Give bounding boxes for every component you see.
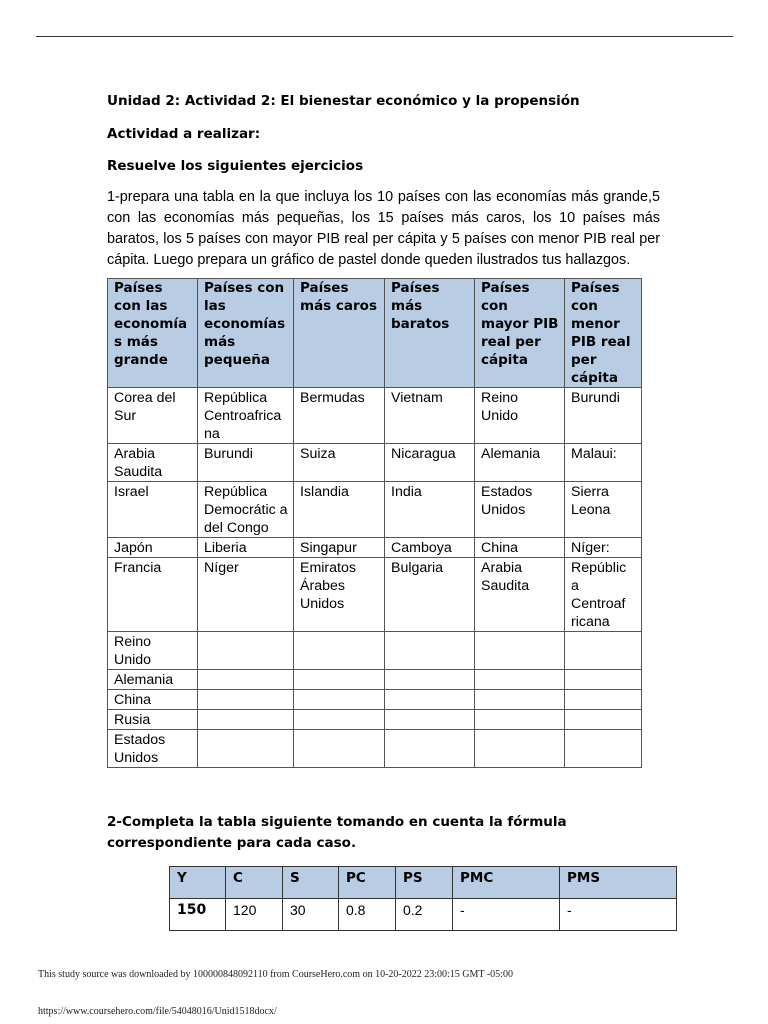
table-cell: Reino Unido [108,632,198,670]
source-url-link[interactable]: https://www.coursehero.com/file/54048016/Unid1518docx/ [38,1006,277,1017]
exercise-2-text: 2-Completa la tabla siguiente tomando en cuenta la fórmula correspondiente para cada caso. [107,814,567,851]
table-cell: Repúblic a Centroaf ricana [565,558,642,632]
countries-table [107,278,642,768]
header-pc: PC [339,867,396,899]
table-cell [385,632,475,670]
table-cell: Liberia [198,538,294,558]
table-cell: Níger: [565,538,642,558]
table-row [108,730,642,768]
header-largest-economies: Países con las economía s más grande [108,279,198,388]
document-body [107,92,660,768]
table-cell: Estados Unidos [108,730,198,768]
table-cell: Malaui: [565,444,642,482]
exercise-1-text: 1-prepara una tabla en la que incluya los 10 países con las economías más grande,5 con las economías más pequeñas, los 15 países más caros, los 10 países más baratos, los 5 países con mayor PIB real per cápita y 5 países con menor PIB real per cápita. Luego prepara un gráfico de pastel donde queden ilustrados tus hallazgos. [107,189,660,268]
table-cell: 0.8 [339,899,396,931]
table-cell [385,710,475,730]
table-row [170,899,677,931]
countries-table-header-row [108,279,642,388]
table-cell [475,632,565,670]
table-row [108,538,642,558]
table-cell: Islandia [294,482,385,538]
table-cell [294,690,385,710]
table-cell: Camboya [385,538,475,558]
table-cell [294,632,385,670]
table-cell: Arabia Saudita [475,558,565,632]
table-cell: Alemania [108,670,198,690]
table-cell: 0.2 [396,899,453,931]
table-cell: Nicaragua [385,444,475,482]
table-cell: Singapur [294,538,385,558]
table-cell: Arabia Saudita [108,444,198,482]
table-cell [565,670,642,690]
table-cell [475,710,565,730]
table-cell [294,730,385,768]
table-cell: Sierra Leona [565,482,642,538]
propensity-table [169,866,677,931]
activity-label: Actividad a realizar: [107,126,261,142]
table-cell [198,730,294,768]
table-cell [565,730,642,768]
header-c: C [226,867,283,899]
download-source-note: This study source was downloaded by 100000848092110 from CourseHero.com on 10-20-2022 23:00:15 GMT -05:00 [38,969,513,980]
table-cell [198,670,294,690]
table-cell [565,710,642,730]
header-y: Y [170,867,226,899]
table-cell: Reino Unido [475,388,565,444]
table-cell: Rusia [108,710,198,730]
table-cell [385,730,475,768]
table-cell [294,670,385,690]
table-cell [198,710,294,730]
table-row [108,710,642,730]
table-cell: Bermudas [294,388,385,444]
header-pms: PMS [560,867,677,899]
table-row [108,482,642,538]
table-cell: - [453,899,560,931]
header-pmc: PMC [453,867,560,899]
table-row [108,632,642,670]
table-cell: Níger [198,558,294,632]
table-cell [198,632,294,670]
table-cell: Vietnam [385,388,475,444]
table-cell: República Democrátic a del Congo [198,482,294,538]
table-cell: 150 [170,899,226,931]
table-cell: 120 [226,899,283,931]
table-cell [294,710,385,730]
table-cell [198,690,294,710]
table-cell [385,670,475,690]
header-cheapest: Países más baratos [385,279,475,388]
table-cell: Emiratos Árabes Unidos [294,558,385,632]
instructions-label: Resuelve los siguientes ejercicios [107,158,364,174]
header-most-expensive: Países más caros [294,279,385,388]
table-cell [565,632,642,670]
table-cell: - [560,899,677,931]
table-row [108,388,642,444]
table-cell [385,690,475,710]
document-title: Unidad 2: Actividad 2: El bienestar económico y la propensión [107,93,580,109]
table-row [108,690,642,710]
table-cell [475,730,565,768]
header-s: S [283,867,339,899]
header-smallest-economies: Países con las economías más pequeña [198,279,294,388]
table-cell: 30 [283,899,339,931]
table-cell: Israel [108,482,198,538]
table-cell: Bulgaria [385,558,475,632]
table-cell: Suiza [294,444,385,482]
table-cell: Francia [108,558,198,632]
table-cell [475,670,565,690]
table-cell [475,690,565,710]
table-cell: Burundi [198,444,294,482]
page-top-rule [36,36,733,37]
table-cell: Japón [108,538,198,558]
table-cell [565,690,642,710]
propensity-table-header-row [170,867,677,899]
table-cell: Burundi [565,388,642,444]
header-lowest-gdp-per-capita: Países con menor PIB real per cápita [565,279,642,388]
table-row [108,444,642,482]
table-row [108,670,642,690]
header-highest-gdp-per-capita: Países con mayor PIB real per cápita [475,279,565,388]
table-cell: China [475,538,565,558]
table-cell: China [108,690,198,710]
table-cell: República Centroafrica na [198,388,294,444]
table-cell: Corea del Sur [108,388,198,444]
table-cell: Estados Unidos [475,482,565,538]
header-ps: PS [396,867,453,899]
table-row [108,558,642,632]
table-cell: Alemania [475,444,565,482]
table-cell: India [385,482,475,538]
